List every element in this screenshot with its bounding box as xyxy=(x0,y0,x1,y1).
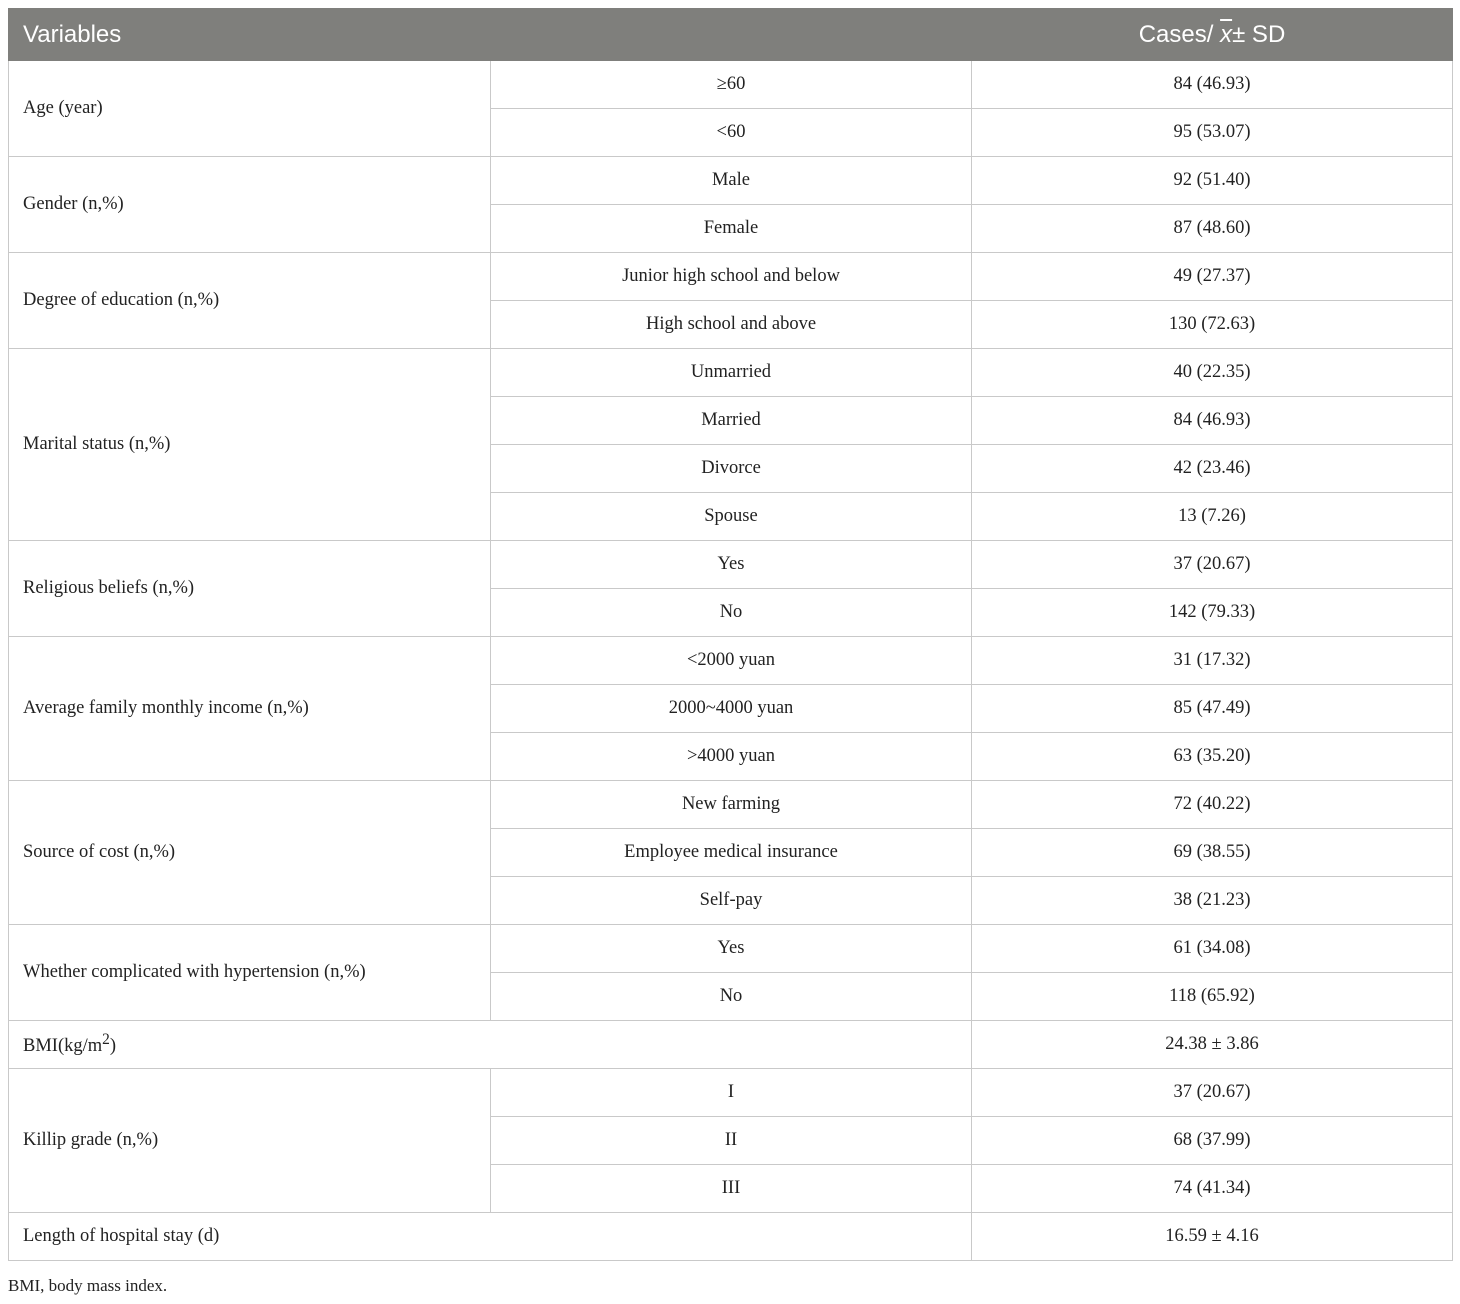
header-cases-prefix: Cases/ xyxy=(1138,20,1221,48)
category-cell: I xyxy=(491,1069,972,1117)
category-cell: II xyxy=(491,1117,972,1165)
value-cell: 142 (79.33) xyxy=(972,589,1453,637)
baseline-characteristics-table xyxy=(8,8,1453,1261)
value-cell: 38 (21.23) xyxy=(972,877,1453,925)
value-cell: 31 (17.32) xyxy=(972,637,1453,685)
variable-marital-status: Marital status (n,%) xyxy=(9,349,491,541)
category-cell: 2000~4000 yuan xyxy=(491,685,972,733)
value-cell: 61 (34.08) xyxy=(972,925,1453,973)
category-cell: Female xyxy=(491,205,972,253)
header-cases-sd xyxy=(972,9,1453,61)
bmi-label-superscript: 2 xyxy=(102,1031,110,1049)
value-cell: 87 (48.60) xyxy=(972,205,1453,253)
value-cell: 13 (7.26) xyxy=(972,493,1453,541)
value-cell: 84 (46.93) xyxy=(972,397,1453,445)
variable-family-income: Average family monthly income (n,%) xyxy=(9,637,491,781)
table-row xyxy=(9,1021,1453,1069)
value-cell: 24.38 ± 3.86 xyxy=(972,1021,1453,1069)
category-cell: III xyxy=(491,1165,972,1213)
category-cell: ≥60 xyxy=(491,61,972,109)
value-cell: 84 (46.93) xyxy=(972,61,1453,109)
table-row xyxy=(9,781,1453,829)
value-cell: 69 (38.55) xyxy=(972,829,1453,877)
category-cell: No xyxy=(491,589,972,637)
variable-bmi xyxy=(9,1021,972,1069)
table-row xyxy=(9,349,1453,397)
category-cell: Yes xyxy=(491,541,972,589)
value-cell: 74 (41.34) xyxy=(972,1165,1453,1213)
variable-killip-grade: Killip grade (n,%) xyxy=(9,1069,491,1213)
table-row xyxy=(9,61,1453,109)
value-cell: 37 (20.67) xyxy=(972,541,1453,589)
header-xbar-symbol: $\overline{x}$ xyxy=(1220,20,1233,48)
value-cell: 63 (35.20) xyxy=(972,733,1453,781)
category-cell: Male xyxy=(491,157,972,205)
variable-hospital-stay: Length of hospital stay (d) xyxy=(9,1213,972,1261)
variable-source-of-cost: Source of cost (n,%) xyxy=(9,781,491,925)
value-cell: 42 (23.46) xyxy=(972,445,1453,493)
table-row xyxy=(9,541,1453,589)
category-cell: Employee medical insurance xyxy=(491,829,972,877)
header-variables: Variables xyxy=(9,9,972,61)
category-cell: Divorce xyxy=(491,445,972,493)
variable-gender: Gender (n,%) xyxy=(9,157,491,253)
category-cell: Yes xyxy=(491,925,972,973)
value-cell: 68 (37.99) xyxy=(972,1117,1453,1165)
variable-hypertension: Whether complicated with hypertension (n,%) xyxy=(9,925,491,1021)
category-cell: Self-pay xyxy=(491,877,972,925)
value-cell: 95 (53.07) xyxy=(972,109,1453,157)
table-header-row xyxy=(9,9,1453,61)
variable-religious-beliefs: Religious beliefs (n,%) xyxy=(9,541,491,637)
table-row xyxy=(9,1069,1453,1117)
value-cell: 40 (22.35) xyxy=(972,349,1453,397)
value-cell: 49 (27.37) xyxy=(972,253,1453,301)
value-cell: 130 (72.63) xyxy=(972,301,1453,349)
table-row xyxy=(9,925,1453,973)
value-cell: 72 (40.22) xyxy=(972,781,1453,829)
header-cases-suffix: ± SD xyxy=(1232,20,1286,48)
category-cell: <2000 yuan xyxy=(491,637,972,685)
value-cell: 37 (20.67) xyxy=(972,1069,1453,1117)
category-cell: Spouse xyxy=(491,493,972,541)
category-cell: New farming xyxy=(491,781,972,829)
category-cell: >4000 yuan xyxy=(491,733,972,781)
value-cell: 16.59 ± 4.16 xyxy=(972,1213,1453,1261)
table-row xyxy=(9,253,1453,301)
table-row xyxy=(9,1213,1453,1261)
value-cell: 85 (47.49) xyxy=(972,685,1453,733)
bmi-label-prefix: BMI(kg/m xyxy=(23,1036,103,1057)
category-cell: Unmarried xyxy=(491,349,972,397)
category-cell: Married xyxy=(491,397,972,445)
category-cell: <60 xyxy=(491,109,972,157)
table-row xyxy=(9,157,1453,205)
value-cell: 92 (51.40) xyxy=(972,157,1453,205)
variable-age: Age (year) xyxy=(9,61,491,157)
table-footnote: BMI, body mass index. xyxy=(8,1276,168,1295)
category-cell: Junior high school and below xyxy=(491,253,972,301)
category-cell: No xyxy=(491,973,972,1021)
table-row xyxy=(9,637,1453,685)
category-cell: High school and above xyxy=(491,301,972,349)
bmi-label-suffix: ) xyxy=(109,1036,117,1057)
value-cell: 118 (65.92) xyxy=(972,973,1453,1021)
variable-education: Degree of education (n,%) xyxy=(9,253,491,349)
